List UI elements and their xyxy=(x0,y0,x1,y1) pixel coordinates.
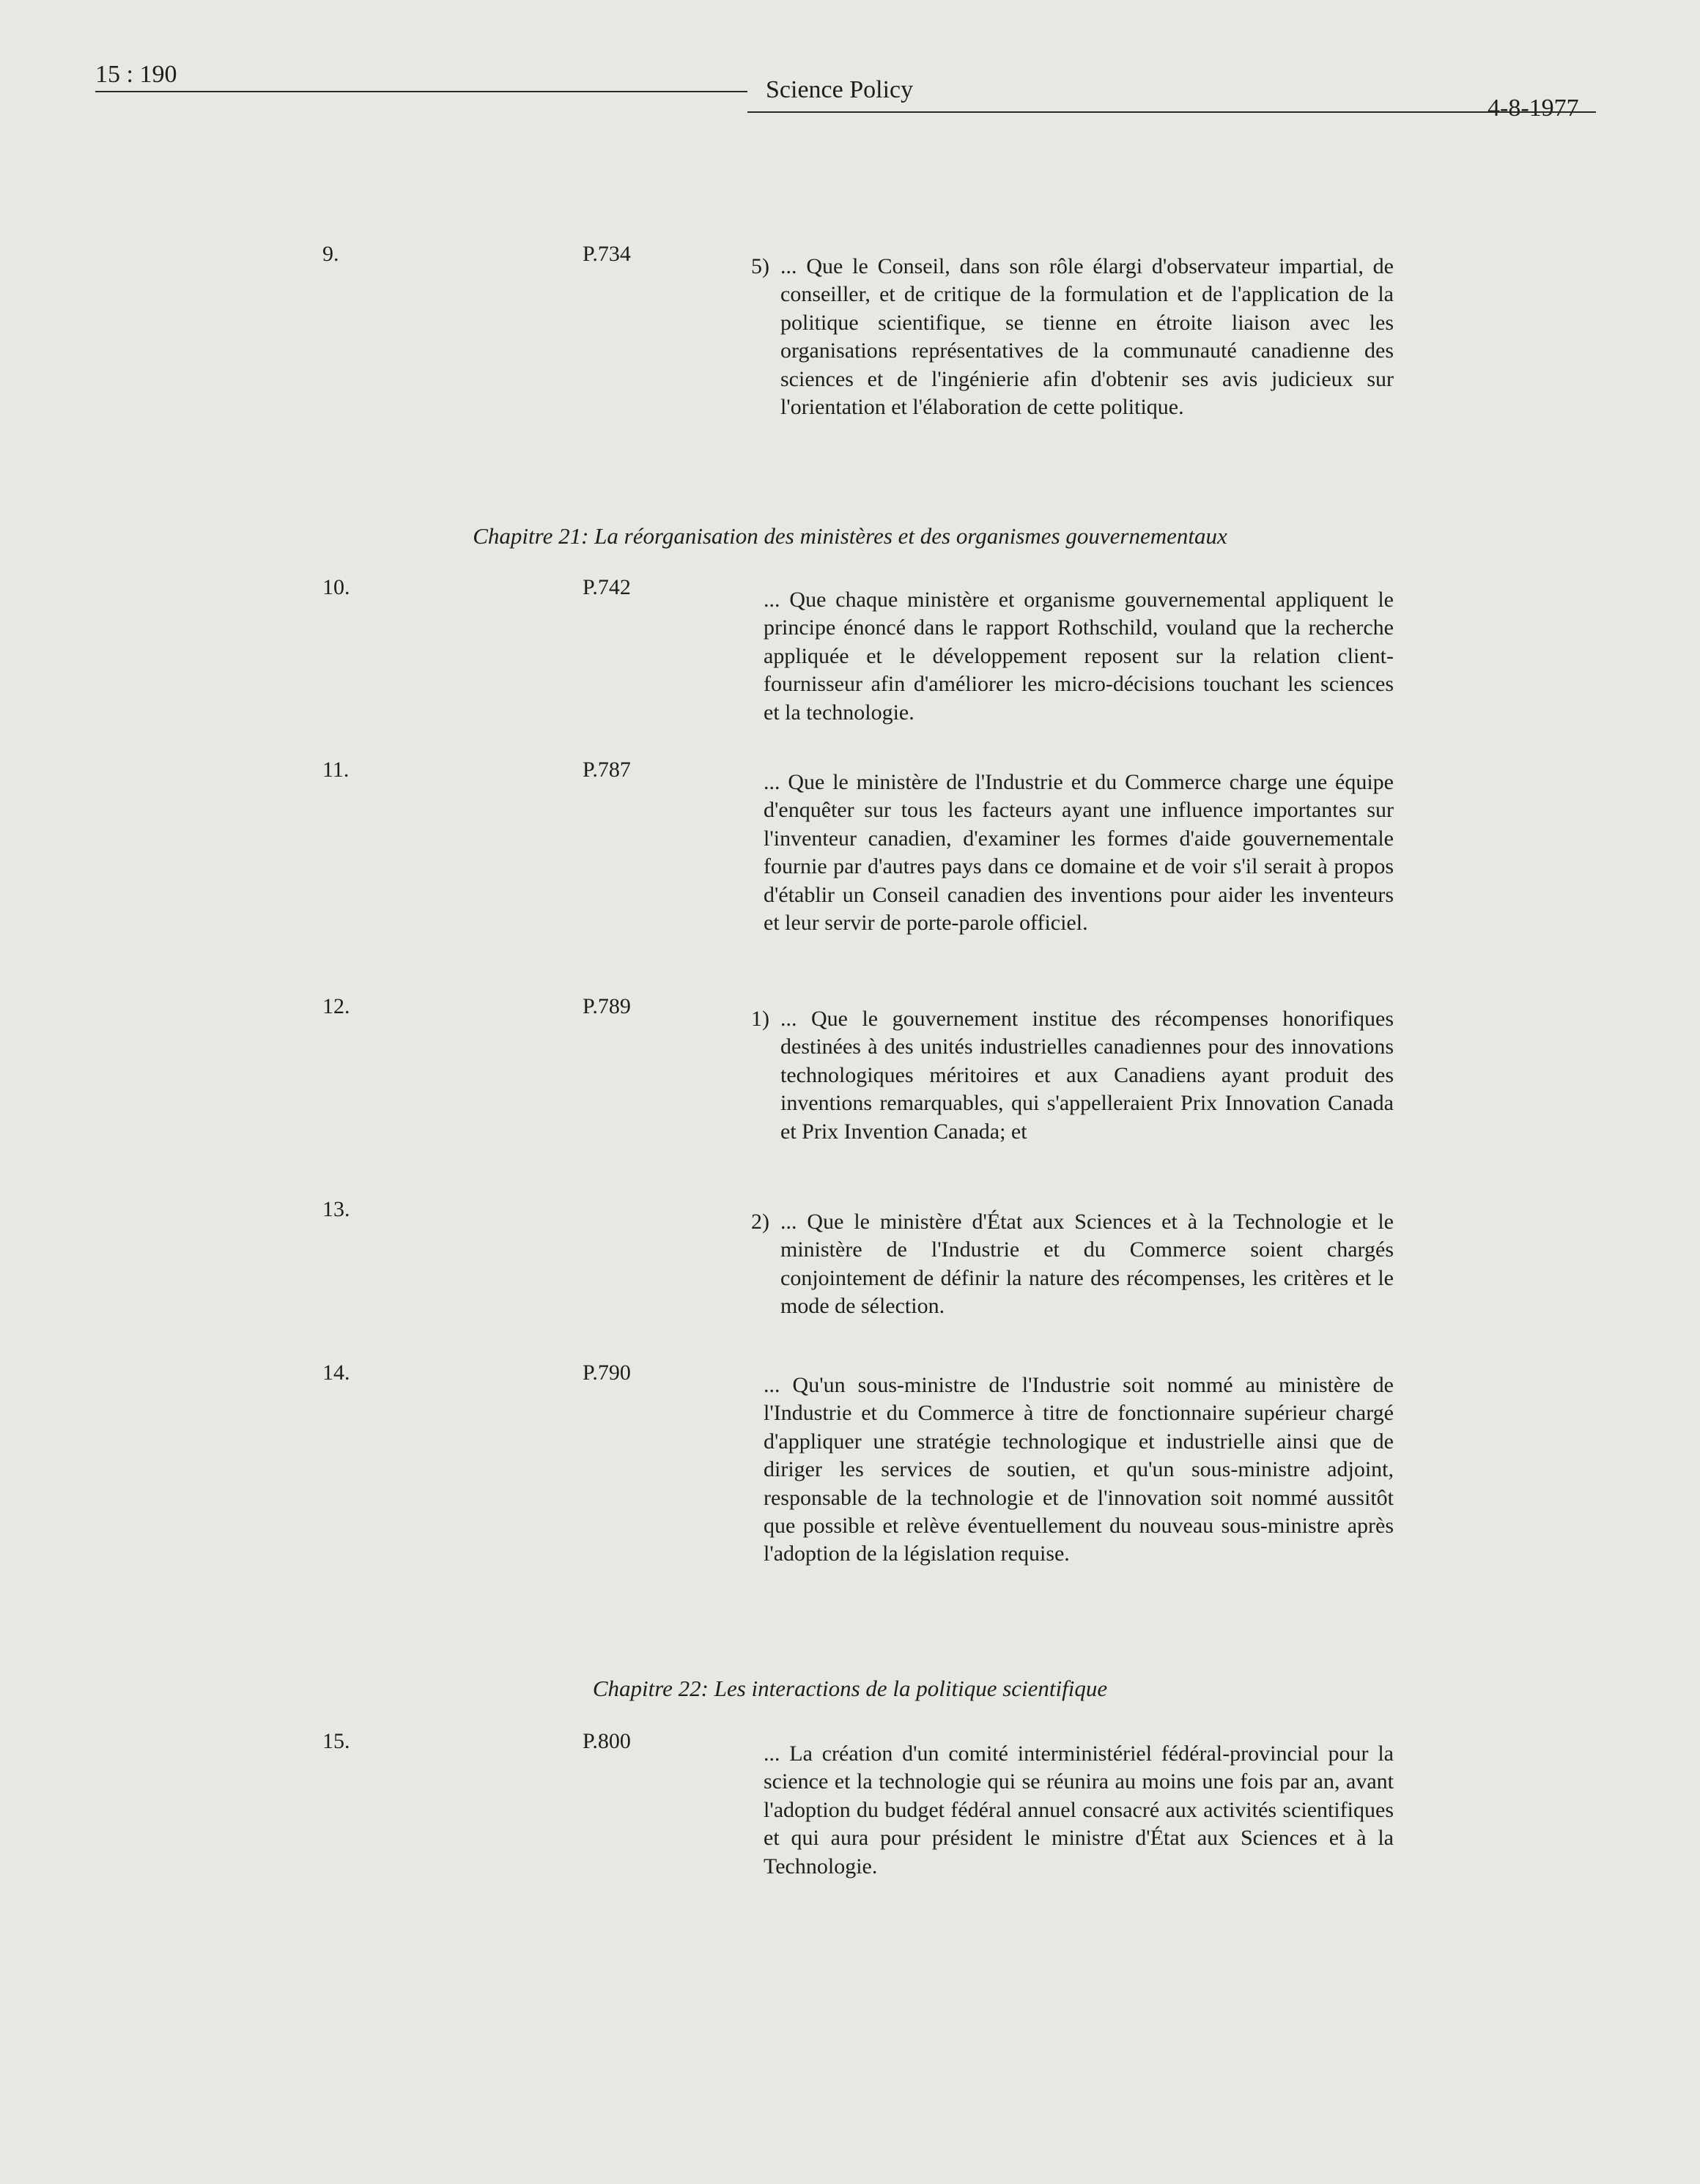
recommendation-number: 12. xyxy=(322,994,350,1018)
page-reference: P.790 xyxy=(583,1361,631,1385)
page-header xyxy=(0,0,1700,122)
header-rule-right xyxy=(747,111,1596,113)
chapter-21-heading: Chapitre 21: La réorganisation des ministères et des organismes gouvernementaux xyxy=(473,523,1227,549)
recommendation-text: ... Que le ministère de l'Industrie et du Commerce charge une équipe d'enquêter sur tous les facteurs ayant une influence importantes sur l'inventeur canadien, d'examiner les formes d'aide gouvernementale fournie par d'autres pays dans ce domaine et de voir s'il serait à propos d'établir un Conseil canadien des inventions pour aider les inventeurs et leur servir de porte-parole officiel. xyxy=(764,770,1394,936)
recommendation-text: ... Que le Conseil, dans son rôle élargi d'observateur impartial, de conseiller, et de critique de la formulation et de l'application de la politique scientifique, se tienne en étroite liaison avec les organisations représentatives de la communauté canadienne des sciences et de l'ingénierie afin d'obtenir ses avis judicieux sur l'orientation et l'élaboration de cette politique. xyxy=(780,254,1394,420)
sub-number: 1) xyxy=(751,1007,769,1031)
recommendation-text: ... Que le ministère d'État aux Sciences et à la Technologie et le ministère de l'Industrie et du Commerce soient chargés conjointement de définir la nature des récompenses, les critères et le mode de sélection. xyxy=(780,1210,1394,1319)
recommendation-number: 9. xyxy=(322,242,339,266)
running-title: Science Policy xyxy=(766,76,914,103)
page-reference: P.742 xyxy=(583,575,631,599)
recommendation-text: ... Qu'un sous-ministre de l'Industrie soit nommé au ministère de l'Industrie et du Commerce à titre de fonctionnaire supérieur chargé d'appliquer une stratégie technologique et industrielle ainsi que de diriger les services de soutien, et qu'un sous-ministre adjoint, responsable de la technologie et de l'innovation soit nommé aussitôt que possible et relève éventuellement du nouveau sous-ministre après l'adoption de la législation requise. xyxy=(764,1373,1394,1566)
recommendation-text: ... Que le gouvernement institue des récompenses honorifiques destinées à des unités industrielles canadiennes pour des innovations technologiques méritoires et aux Canadiens ayant produit des inventions remarquables, qui s'appelleraient Prix Innovation Canada et Prix Invention Canada; et xyxy=(780,1007,1394,1144)
recommendation-text: ... Que chaque ministère et organisme gouvernemental appliquent le principe énoncé dans le rapport Rothschild, vouland que la recherche appliquée et le développement reposent sur la relation client-fournisseur afin d'améliorer les micro-décisions touchant les sciences et la technologie. xyxy=(764,588,1394,725)
page-reference: P.734 xyxy=(583,242,631,266)
recommendation-number: 14. xyxy=(322,1361,350,1385)
page-reference: P.787 xyxy=(583,758,631,782)
recommendation-number: 11. xyxy=(322,758,350,782)
page-reference: P.800 xyxy=(583,1729,631,1753)
recommendation-number: 13. xyxy=(322,1197,350,1221)
sub-number: 2) xyxy=(751,1210,769,1234)
page-reference: P.789 xyxy=(583,994,631,1018)
page-number: 15 : 190 xyxy=(95,61,177,88)
recommendation-number: 15. xyxy=(322,1729,350,1753)
sub-number: 5) xyxy=(751,254,769,278)
recommendation-text: ... La création d'un comité interministériel fédéral-provincial pour la science et la technologie qui se réunira au moins une fois par an, avant l'adoption du budget fédéral annuel consacré aux activités scientifiques et qui aura pour président le ministre d'État aux Sciences et à la Technologie. xyxy=(764,1741,1394,1878)
chapter-22-heading: Chapitre 22: Les interactions de la politique scientifique xyxy=(592,1676,1108,1701)
recommendation-number: 10. xyxy=(322,575,350,599)
header-rule-left xyxy=(95,91,747,92)
header-date: 4-8-1977 xyxy=(1488,95,1579,122)
